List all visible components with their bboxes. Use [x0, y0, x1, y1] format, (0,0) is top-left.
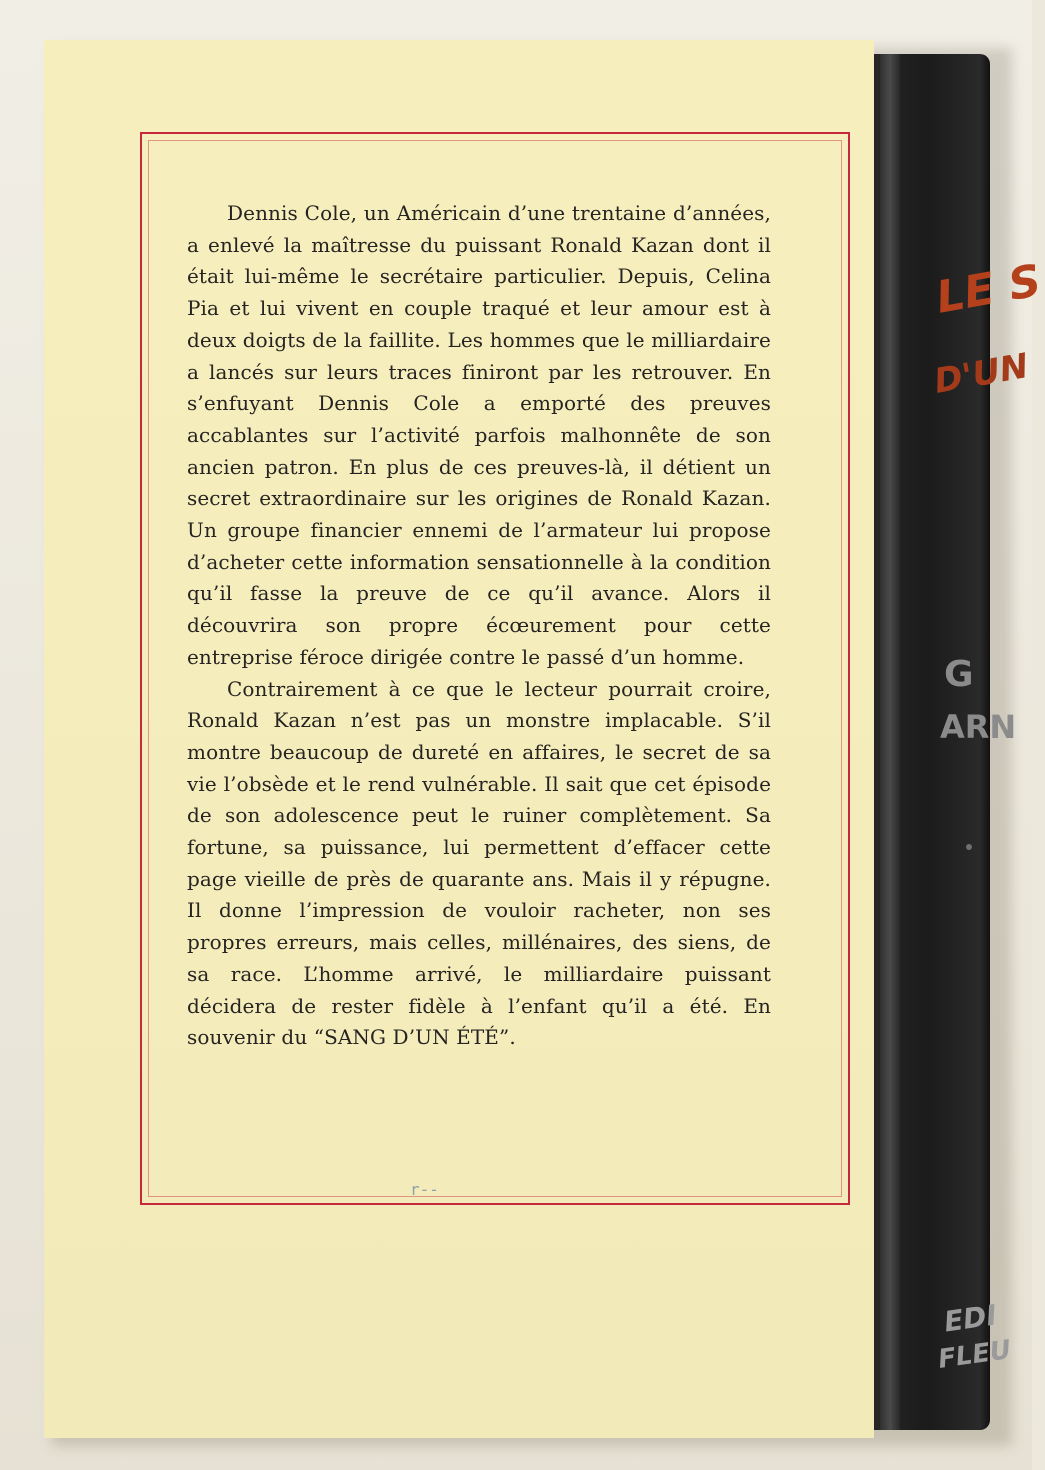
spine-author-line-1: G: [944, 654, 974, 695]
spine-author-line-2: ARN: [940, 708, 1017, 746]
blurb-paragraph-2: Contrairement à ce que le lecteur pourrait croire, Ronald Kazan n’est pas un monstre implacable. S’il montre beaucoup de dureté en affaires, le secret de sa vie l’obsède et le rend vulnérable. Il sait que cet épisode de son adolescence peut le ruiner complètement. Sa fortune, sa puissance, lui permettent d’effacer cette page vieille de près de quarante ans. Mais il y répugne. Il donne l’impression de vouloir racheter, non ses propres erreurs, mais celles, millénaires, des siens, de sa race. L’homme arrivé, le milliardaire puissant décidera de rester fidèle à l’enfant qu’il a été. En souvenir du “SANG D’UN ÉTÉ”.: [187, 676, 771, 1050]
ink-stamp-mark: r--: [410, 1180, 439, 1199]
spine-title-line-1: LE S: [932, 255, 1045, 324]
spine-dot: [966, 844, 972, 850]
spine-highlight: [880, 54, 900, 1430]
spine-publisher-line-1: EDI: [941, 1298, 999, 1339]
blurb-paragraph-1: Dennis Cole, un Américain d’une trentaine d’années, a enlevé la maîtresse du puissant Ronald Kazan dont il était lui-même le secrétaire particulier. Depuis, Celina Pia et lui vivent en couple traqué et leur amour est à deux doigts de la faillite. Les hommes que le milliardaire a lancés sur leurs traces finiront par les retrouver. En s’enfuyant Dennis Cole a emporté des preuves accablantes sur l’activité parfois malhonnête de son ancien patron. En plus de ces preuves-là, il détient un secret extraordinaire sur les origines de Ronald Kazan. Un groupe financier ennemi de l’armateur lui propose d’acheter cette information sensationnelle à la condition qu’il fasse la preuve de ce qu’il avance. Alors il découvrira son propre écœurement pour cette entreprise féroce dirigée contre le passé d’un homme.: [187, 201, 771, 669]
book-spine: [866, 54, 1045, 1430]
back-cover-blurb: [187, 198, 771, 1054]
spine-title-line-2: D'UN: [931, 346, 1032, 402]
spine-publisher-line-2: FLEU: [936, 1335, 1013, 1375]
